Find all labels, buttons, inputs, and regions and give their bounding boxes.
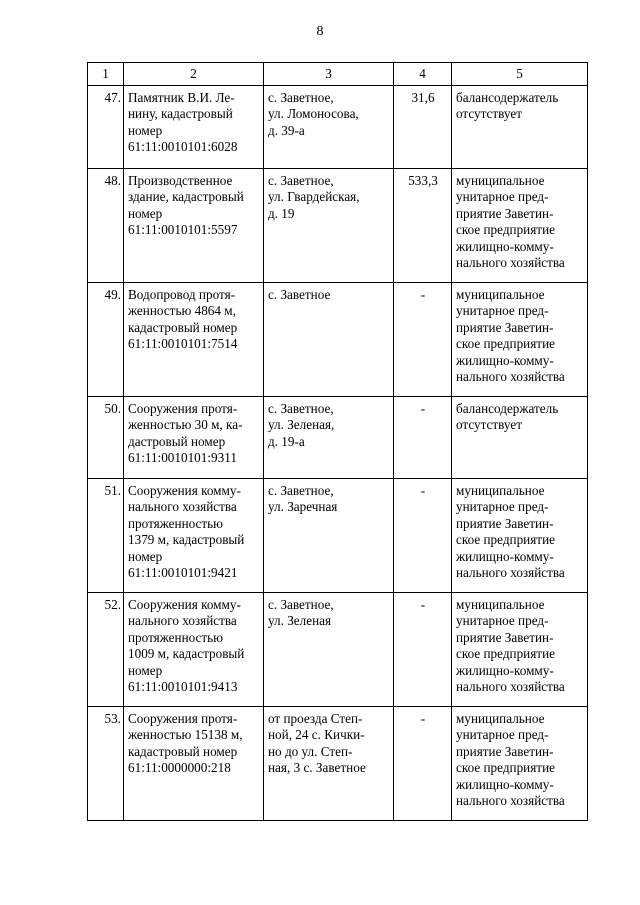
object-name-cell: Производственное здание, кадастровый номер 61:11:0010101:5597 [124, 169, 264, 283]
address-cell: с. Заветное, ул. Ломоносова, д. 39-а [264, 86, 394, 169]
object-name-cell: Водопровод протя- женностью 4864 м, кадастровый номер 61:11:0010101:7514 [124, 283, 264, 397]
table-row [88, 707, 588, 821]
address-cell: от проезда Степ- ной, 24 с. Кички- но до ул. Степ- ная, 3 с. Заветное [264, 707, 394, 821]
area-cell: - [394, 707, 452, 821]
address-cell: с. Заветное, ул. Зеленая, д. 19-а [264, 397, 394, 479]
area-cell: - [394, 593, 452, 707]
table-header-row [88, 63, 588, 86]
header-col-2: 2 [124, 63, 264, 86]
address-cell: с. Заветное, ул. Гвардейская, д. 19 [264, 169, 394, 283]
object-name-cell: Памятник В.И. Ле- нину, кадастровый номер 61:11:0010101:6028 [124, 86, 264, 169]
table-row [88, 593, 588, 707]
row-number-cell: 52. [88, 593, 124, 707]
property-registry-table [87, 62, 588, 821]
row-number-cell: 53. [88, 707, 124, 821]
holder-cell: балансодержатель отсутствует [452, 397, 588, 479]
table-row [88, 283, 588, 397]
object-name-cell: Сооружения комму- нального хозяйства протяженностью 1009 м, кадастровый номер 61:11:0010101:9413 [124, 593, 264, 707]
row-number-cell: 49. [88, 283, 124, 397]
table-row [88, 479, 588, 593]
holder-cell: муниципальное унитарное пред- приятие Заветин- ское предприятие жилищно-комму- нального хозяйства [452, 283, 588, 397]
address-cell: с. Заветное, ул. Заречная [264, 479, 394, 593]
address-cell: с. Заветное, ул. Зеленая [264, 593, 394, 707]
page-number: 8 [316, 24, 324, 39]
header-col-3: 3 [264, 63, 394, 86]
object-name-cell: Сооружения протя- женностью 15138 м, кадастровый номер 61:11:0000000:218 [124, 707, 264, 821]
area-cell: 533,3 [394, 169, 452, 283]
table-row [88, 86, 588, 169]
header-col-4: 4 [394, 63, 452, 86]
row-number-cell: 50. [88, 397, 124, 479]
holder-cell: балансодержатель отсутствует [452, 86, 588, 169]
table-row [88, 169, 588, 283]
table-row [88, 397, 588, 479]
address-cell: с. Заветное [264, 283, 394, 397]
header-col-1: 1 [88, 63, 124, 86]
row-number-cell: 47. [88, 86, 124, 169]
holder-cell: муниципальное унитарное пред- приятие Заветин- ское предприятие жилищно-комму- нального хозяйства [452, 479, 588, 593]
holder-cell: муниципальное унитарное пред- приятие Заветин- ское предприятие жилищно-комму- нального хозяйства [452, 593, 588, 707]
row-number-cell: 48. [88, 169, 124, 283]
area-cell: - [394, 283, 452, 397]
area-cell: - [394, 479, 452, 593]
object-name-cell: Сооружения комму- нального хозяйства протяженностью 1379 м, кадастровый номер 61:11:0010101:9421 [124, 479, 264, 593]
object-name-cell: Сооружения протя- женностью 30 м, ка- дастровый номер 61:11:0010101:9311 [124, 397, 264, 479]
row-number-cell: 51. [88, 479, 124, 593]
header-col-5: 5 [452, 63, 588, 86]
area-cell: - [394, 397, 452, 479]
area-cell: 31,6 [394, 86, 452, 169]
holder-cell: муниципальное унитарное пред- приятие Заветин- ское предприятие жилищно-комму- нального хозяйства [452, 169, 588, 283]
holder-cell: муниципальное унитарное пред- приятие Заветин- ское предприятие жилищно-комму- нального хозяйства [452, 707, 588, 821]
